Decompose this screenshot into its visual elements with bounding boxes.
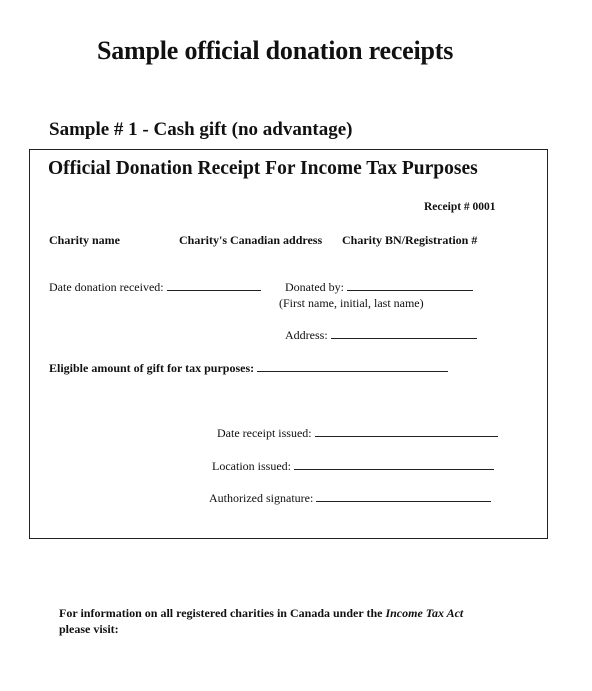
footer-line-1-text: For information on all registered charities in Canada under the: [59, 606, 383, 620]
footer-line-1: [59, 605, 463, 621]
address-blank: [331, 328, 477, 339]
charity-address-label: Charity's Canadian address: [179, 233, 323, 247]
receipt-number: Receipt # 0001: [424, 201, 496, 213]
eligible-amount-label: Eligible amount of gift for tax purposes:: [49, 361, 255, 375]
address-label: Address:: [285, 328, 328, 342]
eligible-amount-field: [49, 361, 448, 376]
date-received-label: Date donation received:: [49, 280, 164, 294]
signature-blank: [316, 491, 491, 502]
date-issued-field: [217, 426, 498, 441]
date-issued-label: Date receipt issued:: [217, 426, 312, 440]
charity-name-label: Charity name: [49, 233, 120, 247]
donated-by-label: Donated by:: [285, 280, 344, 294]
receipt-title: Official Donation Receipt For Income Tax Purposes: [48, 158, 478, 179]
page-title: Sample official donation receipts: [97, 36, 454, 65]
date-received-blank: [167, 280, 261, 291]
location-issued-label: Location issued:: [212, 459, 291, 473]
sample-heading: Sample # 1 - Cash gift (no advantage): [49, 119, 353, 140]
eligible-amount-blank: [257, 361, 448, 372]
date-issued-blank: [315, 426, 498, 437]
donated-by-hint: (First name, initial, last name): [279, 296, 424, 310]
footer-line-2: please visit:: [59, 622, 119, 636]
date-received-field: [49, 280, 261, 295]
donated-by-blank: [347, 280, 473, 291]
signature-label: Authorized signature:: [209, 491, 314, 505]
location-issued-field: [212, 459, 494, 474]
footer-note: [59, 605, 463, 637]
footer-act-name: Income Tax Act: [385, 606, 464, 620]
address-field: [285, 328, 477, 343]
donated-by-field: [285, 280, 473, 295]
signature-field: [209, 491, 491, 506]
charity-bn-label: Charity BN/Registration #: [342, 233, 478, 247]
location-issued-blank: [294, 459, 494, 470]
